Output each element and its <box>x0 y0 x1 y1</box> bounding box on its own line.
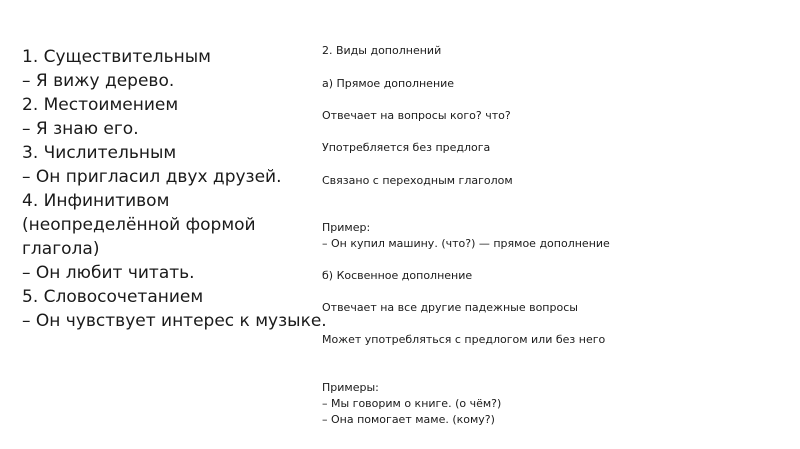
list-item-4: 4. Инфинитивом <box>22 191 170 211</box>
section-heading: 2. Виды дополнений <box>322 44 442 57</box>
direct-object-title: а) Прямое дополнение <box>322 77 455 90</box>
example-4: – Он любит читать. <box>22 263 195 283</box>
direct-object-transitive: Связано с переходным глаголом <box>322 174 513 187</box>
list-item-4-note-line-1: (неопределённой формой <box>22 215 256 235</box>
direct-example-label: Пример: <box>322 221 371 234</box>
direct-object-questions: Отвечает на вопросы кого? что? <box>322 109 511 122</box>
example-1: – Я вижу дерево. <box>22 71 175 91</box>
left-column <box>22 45 327 333</box>
list-item-5: 5. Словосочетанием <box>22 287 204 307</box>
direct-example: – Он купил машину. (что?) — прямое дополнение <box>322 237 610 250</box>
list-item-4-note-line-2: глагола) <box>22 239 100 259</box>
list-item-1: 1. Существительным <box>22 47 211 67</box>
direct-object-no-preposition: Употребляется без предлога <box>322 141 491 154</box>
indirect-object-preposition: Может употребляться с предлогом или без него <box>322 333 606 346</box>
indirect-object-title: б) Косвенное дополнение <box>322 269 473 282</box>
list-item-2: 2. Местоимением <box>22 95 179 115</box>
list-item-3: 3. Числительным <box>22 143 177 163</box>
indirect-object-questions: Отвечает на все другие падежные вопросы <box>322 301 578 314</box>
indirect-example-2: – Она помогает маме. (кому?) <box>322 413 495 426</box>
example-5: – Он чувствует интерес к музыке. <box>22 311 327 331</box>
example-2: – Я знаю его. <box>22 119 139 139</box>
example-3: – Он пригласил двух друзей. <box>22 167 282 187</box>
indirect-examples-label: Примеры: <box>322 381 379 394</box>
indirect-example-1: – Мы говорим о книге. (о чём?) <box>322 397 502 410</box>
